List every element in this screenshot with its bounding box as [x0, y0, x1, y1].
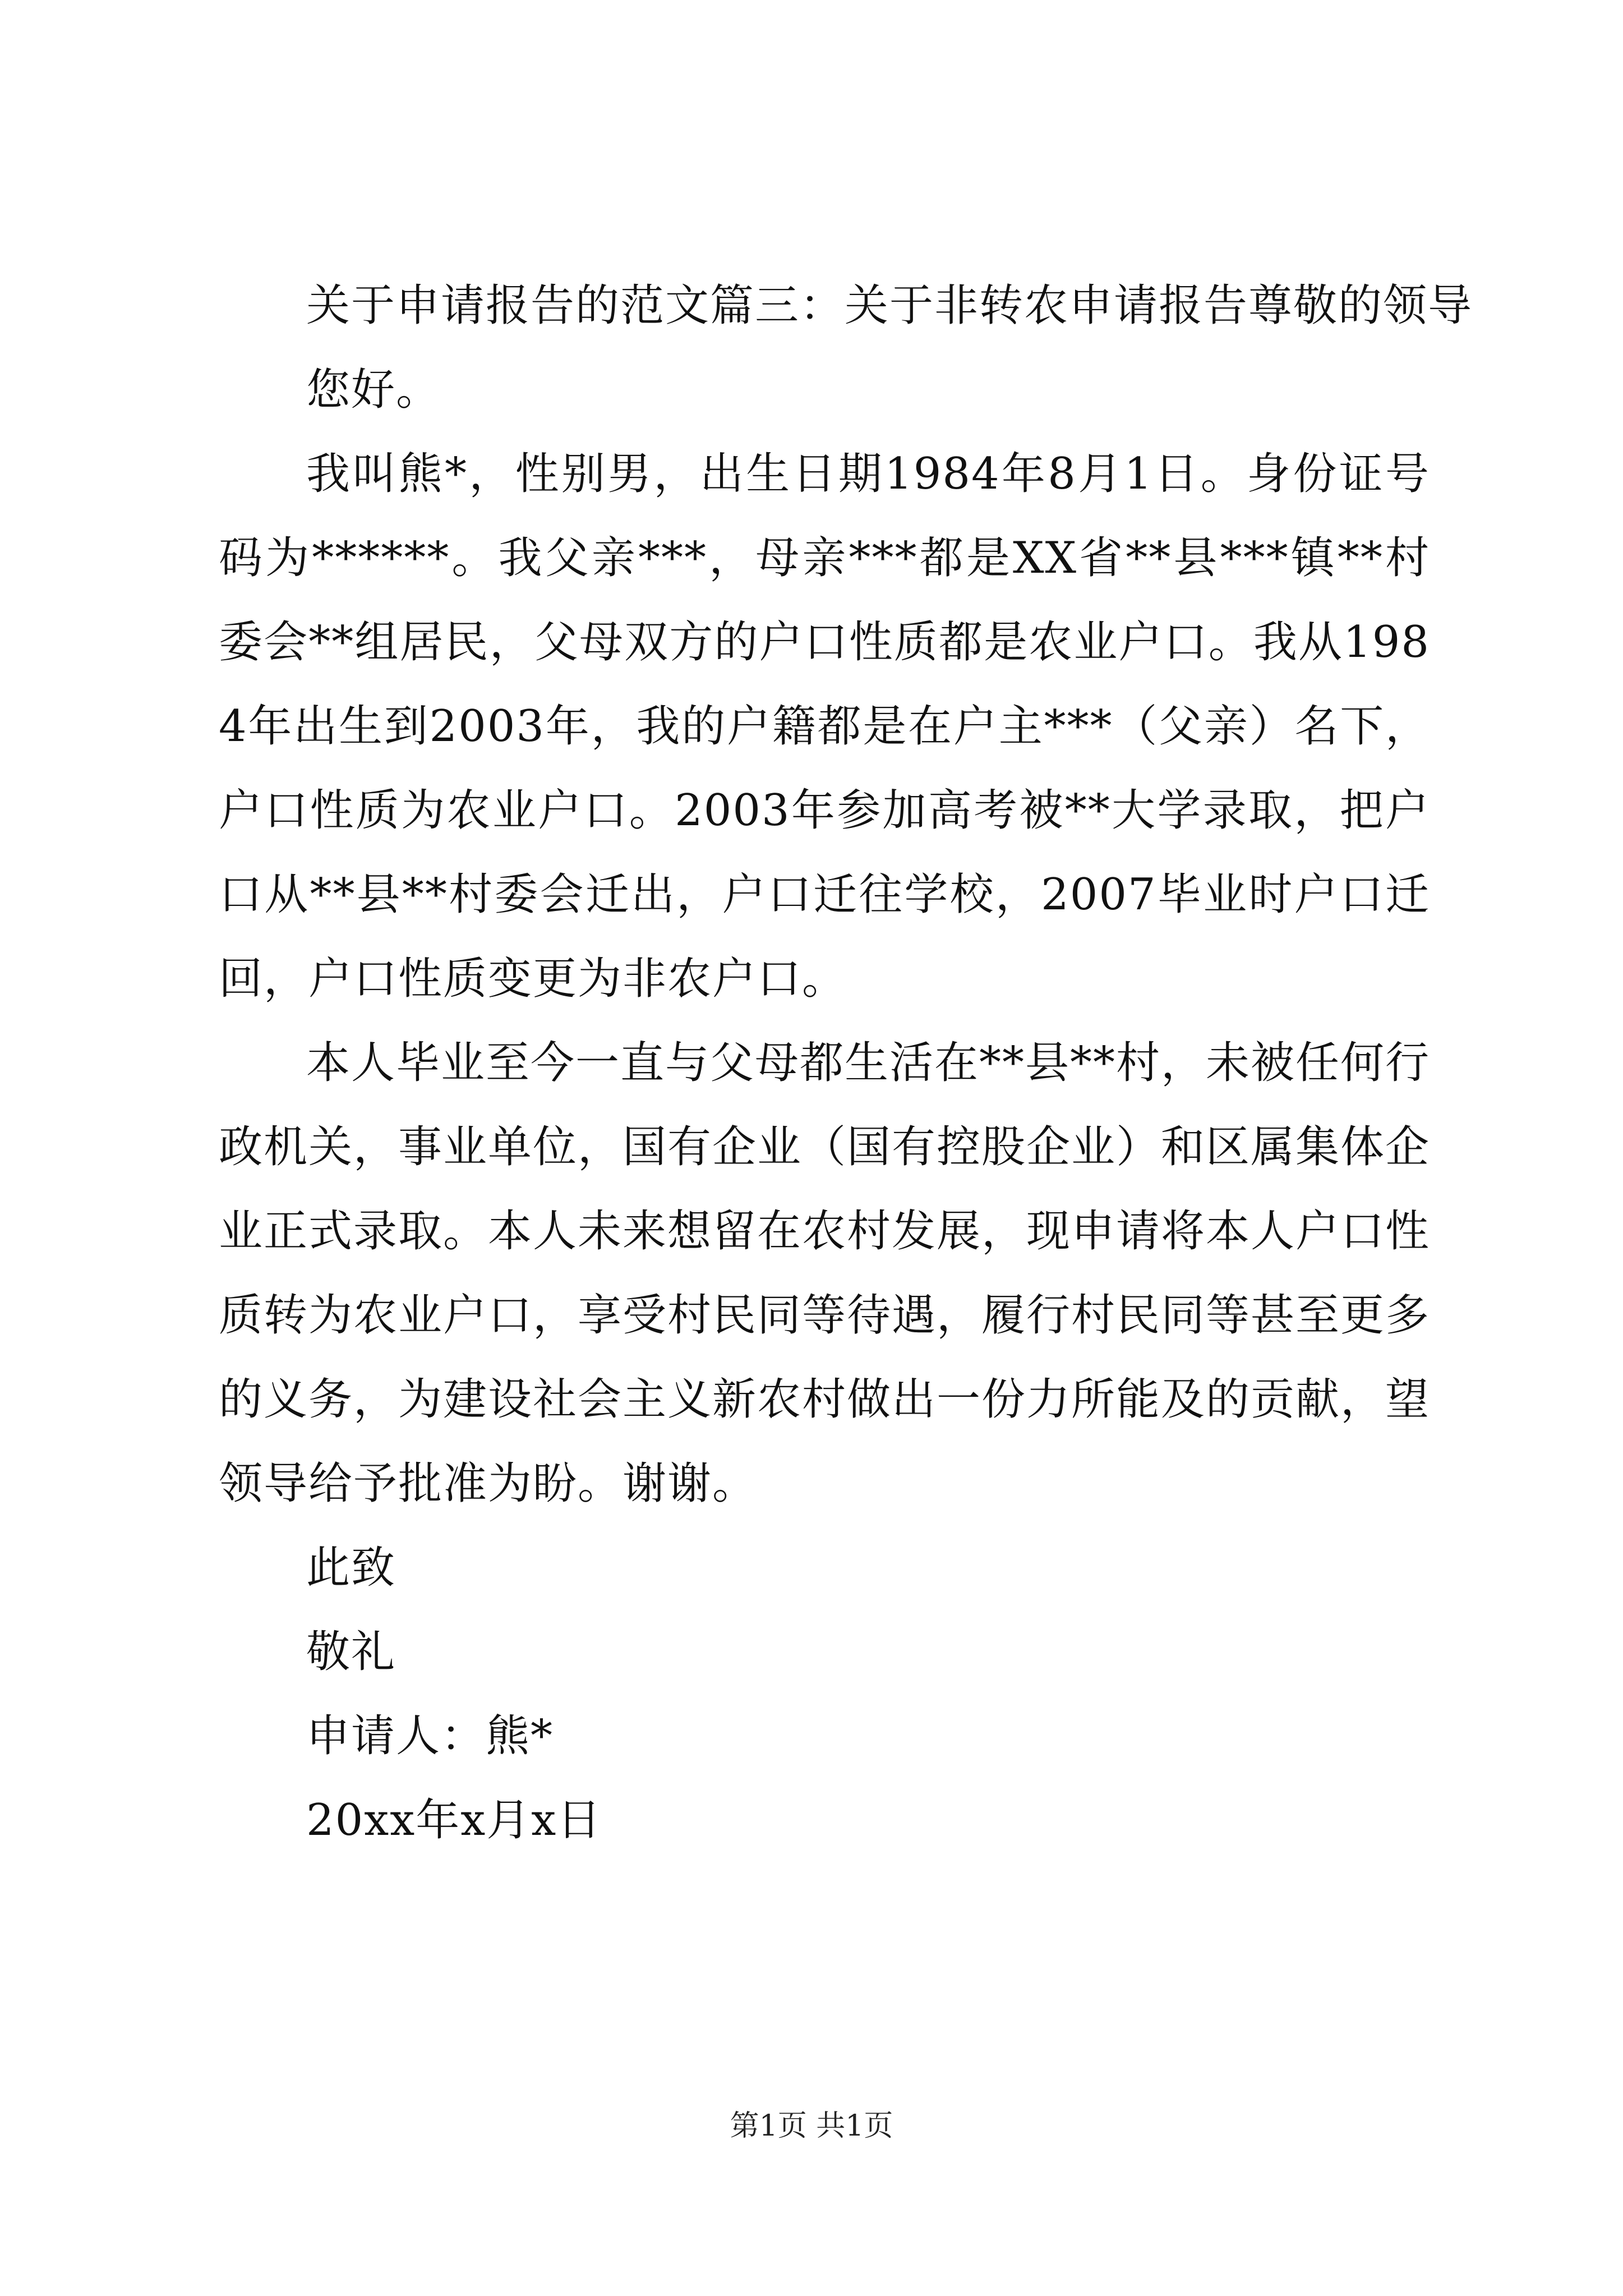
date-line: 20xx年x月x日 — [306, 1795, 602, 1846]
page-footer: 第1页 共1页 — [730, 2109, 893, 2143]
closing-salutation: 此致 — [306, 1543, 396, 1593]
document-body — [219, 264, 1473, 1862]
greeting-line: 您好。 — [306, 365, 441, 415]
heading-line: 关于申请报告的范文篇三：关于非转农申请报告尊敬的领导 — [306, 280, 1473, 331]
paragraph-personal-info: 我叫熊*，性别男，出生日期1984年8月1日。身份证号码为******。我父亲***，母亲***都是XX省**县***镇**村委会**组居民，父母双方的户口性质都是农业户口。我从1984年出生到2003年，我的户籍都是在户主***（父亲）名下，户口性质为农业户口。2003年参加高考被**大学录取，把户口从**县**村委会迁出，户口迁往学校，2007毕业时户口迁回，户口性质变更为非农户口。 — [219, 449, 1430, 1004]
applicant-signature: 申请人：熊* — [306, 1711, 554, 1761]
paragraph-application: 本人毕业至今一直与父母都生活在**县**村，未被任何行政机关，事业单位，国有企业（国有控股企业）和区属集体企业正式录取。本人未来想留在农村发展，现申请将本人户口性质转为农业户口，享受村民同等待遇，履行村民同等甚至更多的义务，为建设社会主义新农村做出一份力所能及的贡献，望领导给予批准为盼。谢谢。 — [219, 1038, 1431, 1509]
closing-respect: 敬礼 — [306, 1627, 396, 1677]
